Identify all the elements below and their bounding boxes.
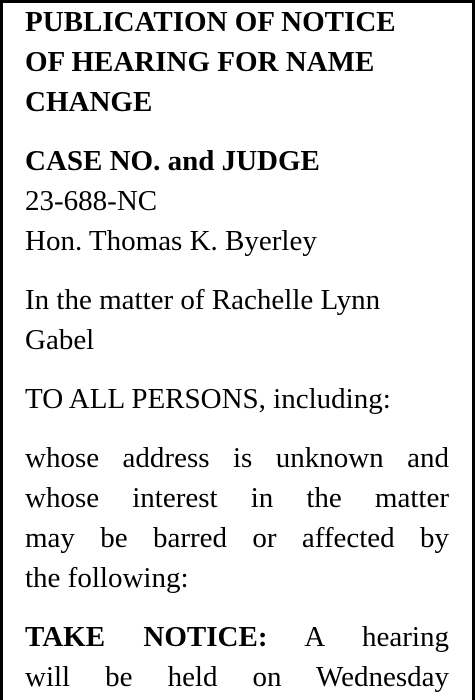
to-all-text: TO ALL PERSONS, including: [25,383,391,415]
whose-section [25,438,449,598]
title-line-1: PUBLICATION OF NOTICE [25,6,396,38]
cutoff-line: will be held on Wednesday [25,661,449,693]
matter-line-1: In the matter of Rachelle Lynn [25,284,381,316]
take-notice-text: A hearing [304,621,449,653]
whose-line-4: the following: [25,562,189,594]
to-all-section [25,379,449,419]
take-notice-section [25,617,449,697]
take-notice-label: TAKE NOTICE: [25,621,268,653]
title-line-2: OF HEARING FOR NAME [25,46,375,78]
title-line-3: CHANGE [25,86,153,118]
whose-line-3: may be barred or affected by [25,522,449,554]
matter-line-2: Gabel [25,324,95,356]
take-notice-line [25,617,449,657]
whose-line-2: whose interest in the matter [25,482,449,514]
judge-name: Hon. Thomas K. Byerley [25,225,317,257]
whose-line-1: whose address is unknown and [25,442,449,474]
notice-content [25,2,449,697]
case-section [25,141,449,261]
case-heading: CASE NO. and JUDGE [25,145,320,177]
case-number: 23-688-NC [25,185,158,217]
notice-title [25,2,449,122]
matter-section [25,280,449,360]
